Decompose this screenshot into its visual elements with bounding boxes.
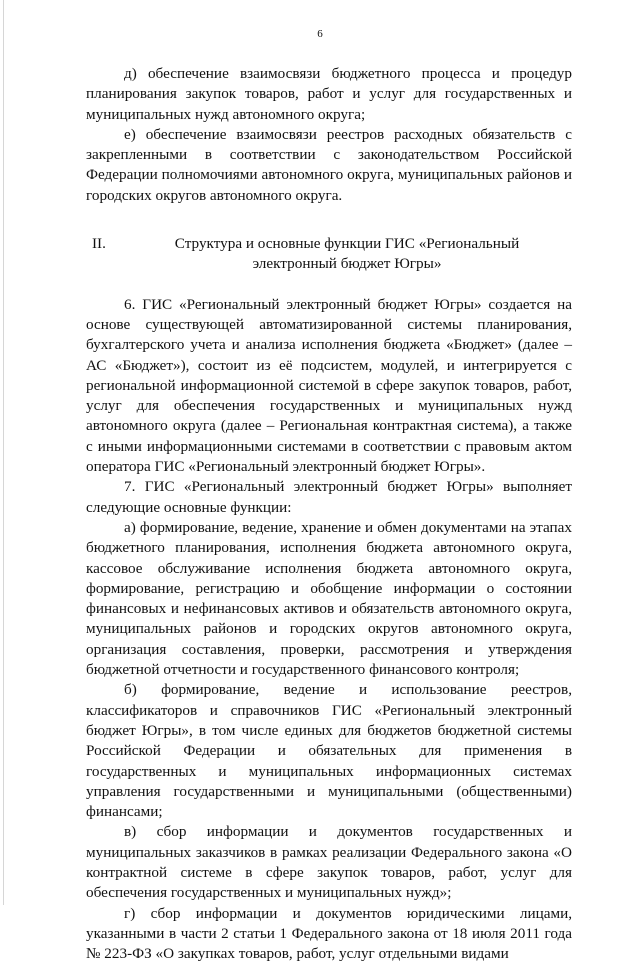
paragraph-7g: г) сбор информации и документов юридическими лицами, указанными в части 2 статьи 1 Федерального закона от 18 июля 2011 года № 223-ФЗ «О закупках товаров, работ, услуг отдельными видами	[86, 904, 572, 963]
paragraph-7: 7. ГИС «Региональный электронный бюджет Югры» выполняет следующие основные функции:	[86, 478, 572, 516]
scan-edge-line	[3, 0, 4, 905]
paragraph-6: 6. ГИС «Региональный электронный бюджет Югры» создается на основе существующей автоматизированной системы планирования, бухгалтерского учета и анализа исполнения бюджета «Бюджет» (далее – АС «Бюджет»), состоит из её подсистем, модулей, и интегрируется с региональной информационной системой в сфере закупок товаров, работ, услуг для обеспечения государственных и муниципальных нужд автономного округа (далее – Региональная контрактная система), а также с иными информационными системами в соответствии с правовым актом оператора ГИС «Региональный электронный бюджет Югры».	[86, 295, 572, 476]
section-number: II.	[92, 235, 106, 253]
page-number: 6	[317, 28, 323, 40]
paragraph-7v: в) сбор информации и документов государственных и муниципальных заказчиков в рамках реализации Федерального закона «О контрактной системе в сфере закупок товаров, работ, услуг для обеспечения государственных и муниципальных нужд»;	[86, 823, 572, 902]
paragraph-e: е) обеспечение взаимосвязи реестров расходных обязательств с закрепленными в соответствии с законодательством Российской Федерации полномочиями автономного округа, муниципальных районов и городских округов автономного округа.	[86, 125, 572, 204]
section-heading	[86, 234, 572, 275]
paragraph-7b: б) формирование, ведение и использование реестров, классификаторов и справочников ГИС «Региональный электронный бюджет Югры», в том числе единых для бюджетов бюджетной системы Российской Федерации и обязательных для применения в государственных и муниципальных информационных системах управления государственными и муниципальными (общественными) финансами;	[86, 681, 572, 821]
paragraph-d: д) обеспечение взаимосвязи бюджетного процесса и процедур планирования закупок товаров, работ и услуг для государственных и муниципальных нужд автономного округа;	[86, 65, 572, 123]
document-body	[86, 64, 572, 964]
paragraph-7a: а) формирование, ведение, хранение и обмен документами на этапах бюджетного планирования, исполнения бюджета автономного округа, кассовое обслуживание исполнения бюджета автономного округа, формирование, регистрацию и обобщение информации о состоянии финансовых и нефинансовых активов и обязательств автономного округа, муниципальных районов и городских округов автономного округа, организация составления, проверки, рассмотрения и утверждения бюджетной отчетности и государственного финансового контроля;	[86, 518, 572, 679]
section-title: Структура и основные функции ГИС «Региональный электронный бюджет Югры»	[174, 235, 520, 273]
